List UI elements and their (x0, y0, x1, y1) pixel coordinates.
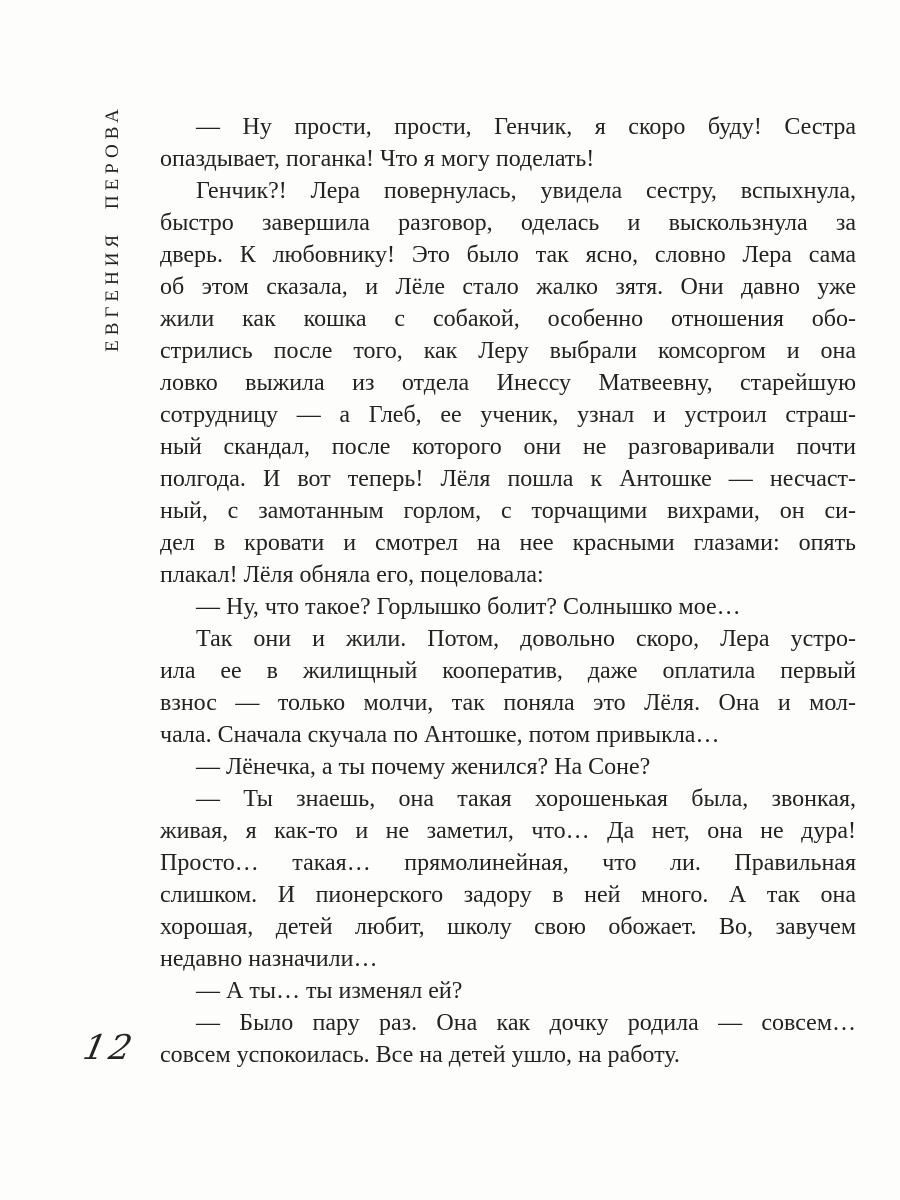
paragraph (160, 111, 856, 175)
text-line: дел в кровати и смотрел на нее красными глазами: опять (160, 530, 856, 556)
text-line: быстро завершила разговор, оделась и выскользнула за (160, 210, 856, 236)
text-line: Просто… такая… прямолинейная, что ли. Правильная (160, 850, 856, 876)
text-line: ила ее в жилищный кооператив, даже оплатила первый (160, 658, 856, 684)
paragraph (160, 175, 856, 591)
text-line: слишком. И пионерского задору в ней много. А так она (160, 882, 856, 908)
text-line: — Было пару раз. Она как дочку родила — совсем… (196, 1010, 856, 1036)
page-number: 12 (79, 1028, 140, 1068)
text-line: дверь. К любовнику! Это было так ясно, словно Лера сама (160, 242, 856, 268)
text-line: — Лёнечка, а ты почему женился? На Соне? (196, 754, 651, 780)
text-line: ловко выжила из отдела Инессу Матвеевну, старейшую (160, 370, 856, 396)
text-line: об этом сказала, и Лёле стало жалко зятя. Они давно уже (160, 274, 856, 300)
text-line: — Ты знаешь, она такая хорошенькая была, звонкая, (196, 786, 856, 812)
text-line: хорошая, детей любит, школу свою обожает. Во, завучем (160, 914, 856, 940)
text-line: Так они и жили. Потом, довольно скоро, Лера устро- (196, 626, 856, 652)
text-line: чала. Сначала скучала по Антошке, потом привыкла… (160, 722, 720, 748)
text-line: Генчик?! Лера повернулась, увидела сестру, вспыхнула, (196, 178, 856, 204)
text-line: — А ты… ты изменял ей? (196, 978, 463, 1004)
text-line: жили как кошка с собакой, особенно отношения обо- (160, 306, 856, 332)
text-line: — Ну, что такое? Горлышко болит? Солнышко мое… (196, 594, 741, 620)
text-line: совсем успокоилась. Все на детей ушло, на работу. (160, 1042, 680, 1068)
text-line: плакал! Лёля обняла его, поцеловала: (160, 562, 544, 588)
text-line: сотрудницу — а Глеб, ее ученик, узнал и устроил страш- (160, 402, 856, 428)
text-line: ный, с замотанным горлом, с торчащими вихрами, он си- (160, 498, 856, 524)
author-name-vertical: ЕВГЕНИЯ ПЕРОВА (102, 104, 123, 352)
text-block (160, 111, 856, 1071)
paragraph (160, 623, 856, 751)
text-line: живая, я как-то и не заметил, что… Да нет, она не дура! (160, 818, 856, 844)
text-line: ный скандал, после которого они не разговаривали почти (160, 434, 856, 460)
paragraph (160, 975, 856, 1007)
paragraph (160, 591, 856, 623)
text-line: стрились после того, как Леру выбрали комсоргом и она (160, 338, 856, 364)
text-line: — Ну прости, прости, Генчик, я скоро буду! Сестра (196, 114, 856, 140)
paragraph (160, 1007, 856, 1071)
text-line: взнос — только молчи, так поняла это Лёля. Она и мол- (160, 690, 856, 716)
text-line: опаздывает, поганка! Что я могу поделать! (160, 146, 595, 172)
text-line: полгода. И вот теперь! Лёля пошла к Антошке — несчаст- (160, 466, 856, 492)
text-line: недавно назначили… (160, 946, 378, 972)
paragraph (160, 751, 856, 783)
paragraph (160, 783, 856, 975)
